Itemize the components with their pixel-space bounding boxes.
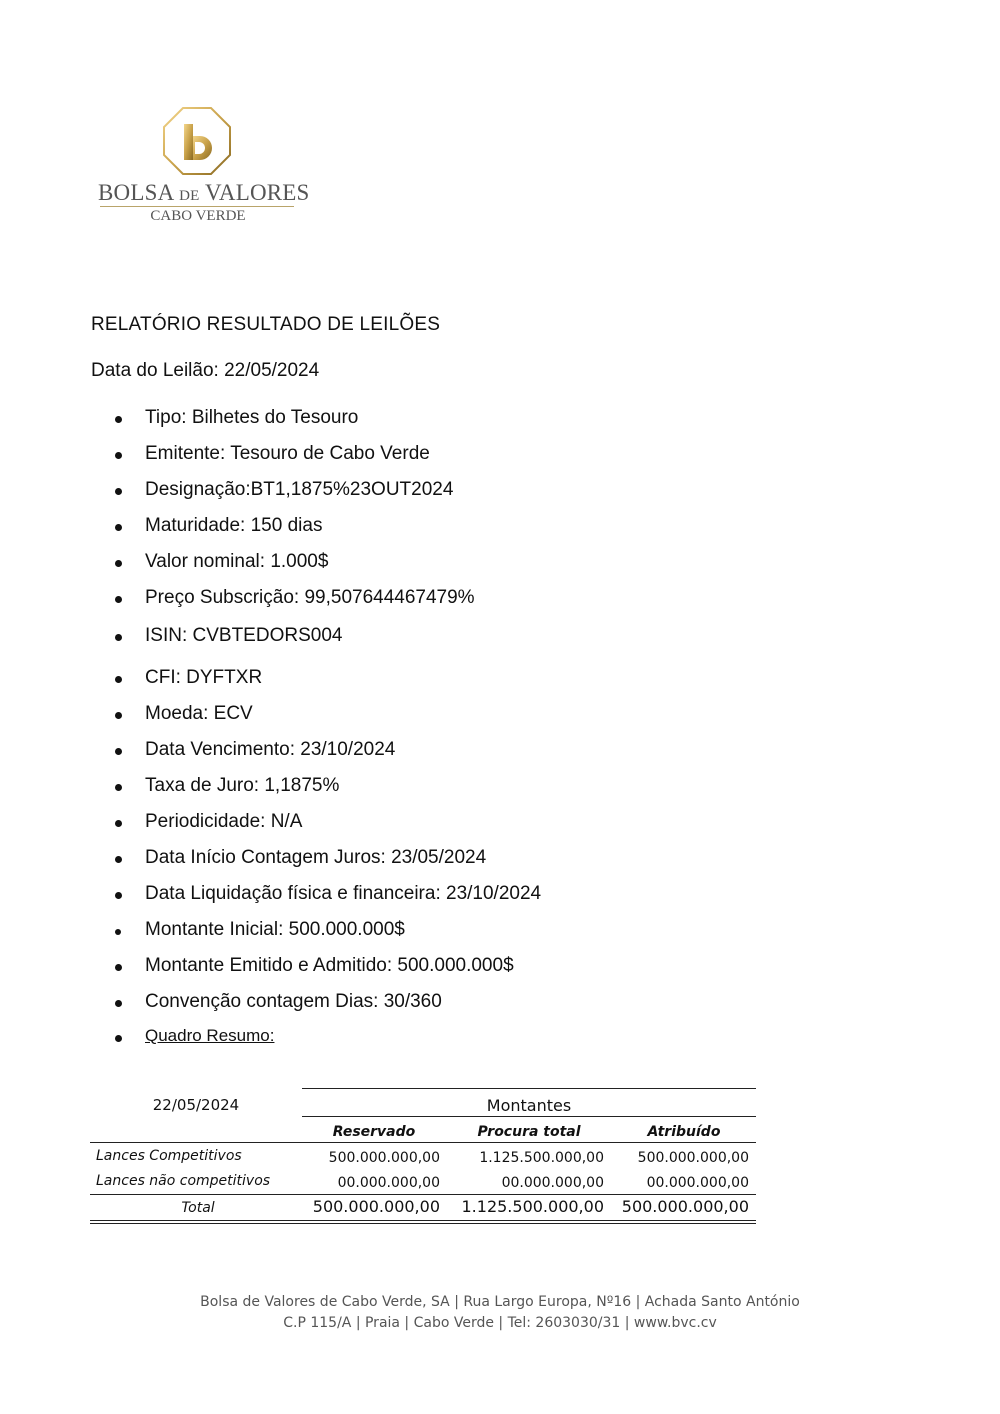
column-header-procura: Procura total: [477, 1124, 581, 1140]
table-cell: 500.000.000,00: [637, 1150, 749, 1166]
bullet-icon: [115, 1000, 122, 1007]
auction-date: Data do Leilão: 22/05/2024: [91, 360, 320, 381]
table-rule: [302, 1088, 756, 1089]
bullet-icon: [115, 784, 122, 791]
bullet-icon: [115, 676, 122, 683]
bullet-icon: [115, 524, 122, 531]
bullet-icon: [115, 892, 122, 899]
table-date: 22/05/2024: [152, 1096, 240, 1114]
logo-wordmark: BOLSA DE VALORES: [98, 180, 310, 205]
logo-subtitle: CABO VERDE: [150, 208, 246, 224]
bullet-icon: [115, 748, 122, 755]
bullet-icon: [115, 560, 122, 567]
bullet-icon: [115, 820, 122, 827]
footer-address: Bolsa de Valores de Cabo Verde, SA | Rua Largo Europa, Nº16 | Achada Santo António: [200, 1294, 800, 1310]
table-cell: 1.125.500.000,00: [479, 1150, 604, 1166]
table-cell: 1.125.500.000,00: [461, 1197, 604, 1216]
bullet-icon: [115, 712, 122, 719]
bullet-icon: [115, 452, 122, 459]
company-logo: [98, 104, 310, 228]
bullet-icon: [115, 1035, 122, 1042]
column-header-atribuido: Atribuído: [647, 1124, 721, 1140]
bvc-octagon-logo-icon: [162, 106, 232, 176]
row-label: Lances Competitivos: [96, 1148, 242, 1164]
row-label: Lances não competitivos: [96, 1173, 271, 1189]
column-header-reservado: Reservado: [332, 1124, 416, 1140]
table-cell: 500.000.000,00: [621, 1197, 749, 1216]
bullet-icon: [115, 596, 122, 603]
table-rule: [302, 1116, 756, 1117]
table-cell: 00.000.000,00: [337, 1175, 440, 1191]
summary-table-link: Quadro Resumo:: [145, 1026, 275, 1045]
page-footer: [0, 1292, 1000, 1334]
bullet-icon: [115, 856, 122, 863]
bullet-icon: [115, 416, 122, 423]
total-label: Total: [181, 1200, 215, 1216]
logo-divider: [100, 206, 294, 207]
table-rule: [90, 1220, 756, 1221]
table-cell: 500.000.000,00: [312, 1197, 440, 1216]
table-rule: [90, 1142, 756, 1143]
table-group-header: Montantes: [486, 1096, 572, 1115]
table-cell: 500.000.000,00: [328, 1150, 440, 1166]
footer-contact: C.P 115/A | Praia | Cabo Verde | Tel: 2603030/31 | www.bvc.cv: [283, 1315, 717, 1331]
report-title: RELATÓRIO RESULTADO DE LEILÕES: [91, 314, 441, 335]
table-rule: [90, 1194, 756, 1195]
table-cell: 00.000.000,00: [646, 1175, 749, 1191]
bullet-icon: [115, 634, 122, 641]
table-cell: 00.000.000,00: [501, 1175, 604, 1191]
table-rule: [90, 1223, 756, 1224]
bullet-icon: [115, 929, 121, 935]
summary-table: [90, 1088, 756, 1228]
bullet-icon: [115, 488, 122, 495]
bullet-icon: [115, 964, 122, 971]
